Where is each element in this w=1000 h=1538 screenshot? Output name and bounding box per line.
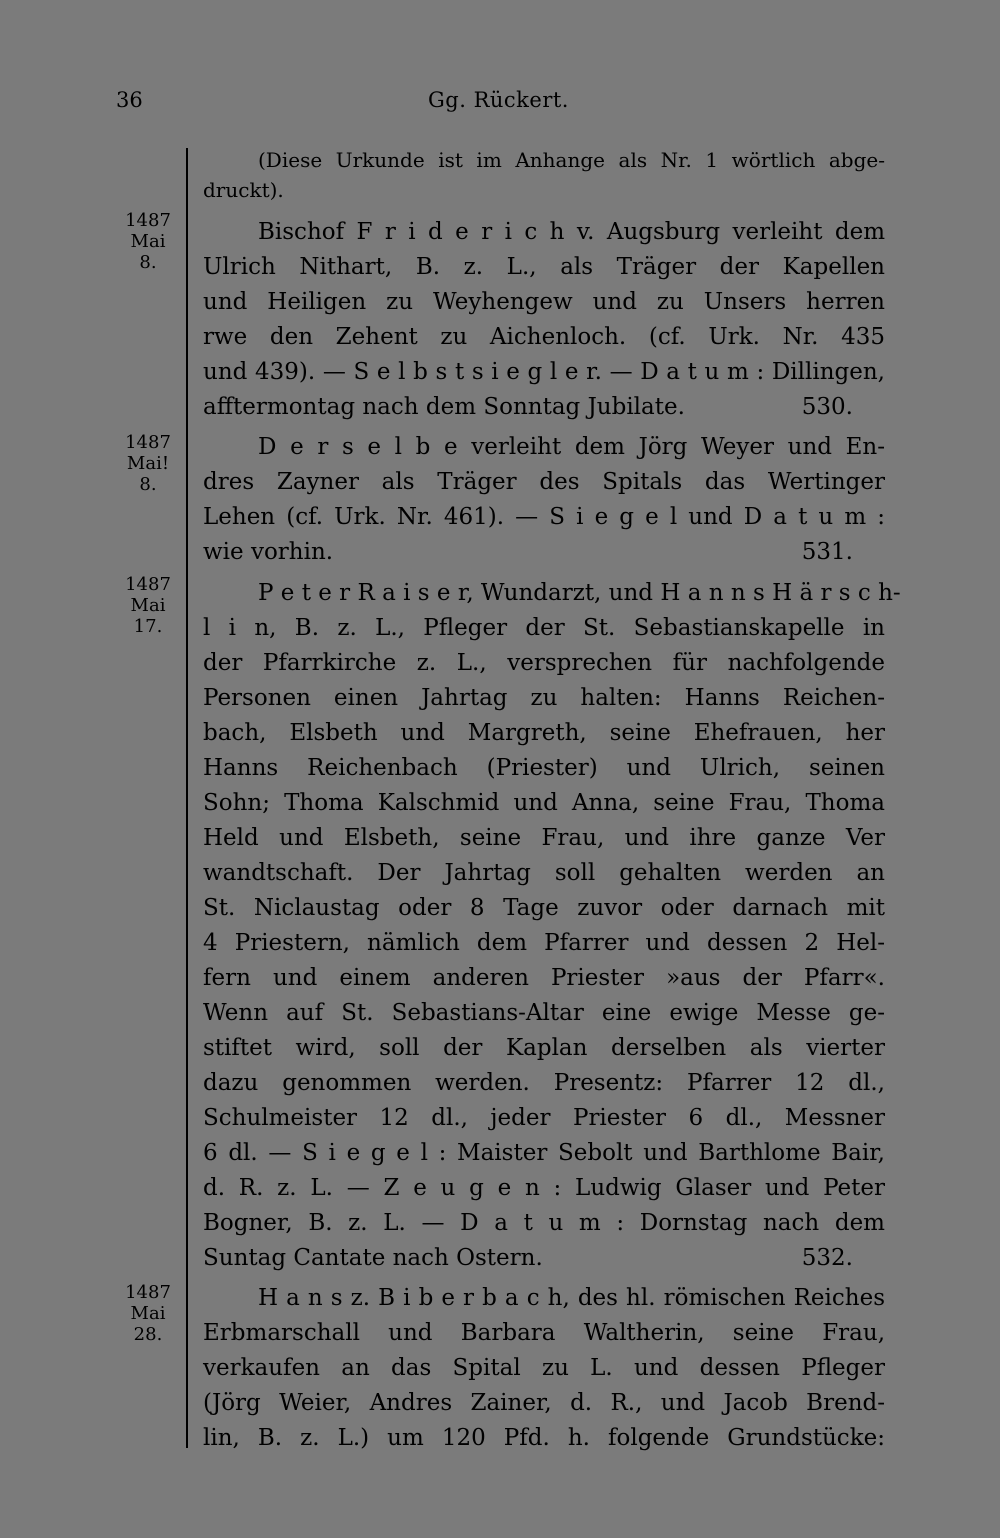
text-line: Held und Elsbeth, seine Frau, und ihre ganze Ver [203,825,885,851]
text-line: und Heiligen zu Weyhengew und zu Unsers herren [203,289,885,315]
text-line-body: Suntag Cantate nach Ostern. [203,1245,543,1271]
text-line: und 439). — S e l b s t s i e g l e r. — D a t u m : Dillingen, [203,359,885,385]
text-line [203,1241,885,1275]
text-line [203,535,885,569]
text-line: P e t e r R a i s e r, Wundarzt, und H a n n s H ä r s c h- [258,580,901,606]
text-line: Bischof F r i d e r i c h v. Augsburg verleiht dem [258,219,885,245]
margin-date-533: 1487 Mai 28. [125,1282,171,1345]
text-line: stiftet wird, soll der Kaplan derselben als vierter [203,1035,885,1061]
page-number: 36 [116,88,143,112]
text-line: Erbmarschall und Barbara Waltherin, seine Frau, [203,1320,885,1346]
text-line: d. R. z. L. — Z e u g e n : Ludwig Glaser und Peter [203,1175,885,1201]
entry-number: 531. [801,539,853,565]
text-line: Personen einen Jahrtag zu halten: Hanns Reichen- [203,685,885,711]
text-line: (Diese Urkunde ist im Anhange als Nr. 1 wörtlich abge- [258,148,885,172]
text-line: bach, Elsbeth und Margreth, seine Ehefrauen, her [203,720,885,746]
text-line-body: afftermontag nach dem Sonntag Jubilate. [203,394,685,420]
text-line: Hanns Reichenbach (Priester) und Ulrich, seinen [203,755,885,781]
text-line: lin, B. z. L.) um 120 Pfd. h. folgende Grundstücke: [203,1425,885,1451]
text-line: Wenn auf St. Sebastians-Altar eine ewige Messe ge- [203,1000,885,1026]
text-line: wandtschaft. Der Jahrtag soll gehalten werden an [203,860,885,886]
text-line: rwe den Zehent zu Aichenloch. (cf. Urk. Nr. 435 [203,324,885,350]
text-line: verkaufen an das Spital zu L. und dessen Pfleger [203,1355,885,1381]
text-line: H a n s z. B i b e r b a c h, des hl. römischen Reiches [258,1285,885,1311]
text-line: 4 Priestern, nämlich dem Pfarrer und dessen 2 Hel- [203,930,885,956]
margin-rule [186,148,188,1448]
running-head: Gg. Rückert. [428,88,569,112]
text-line: l i n, B. z. L., Pfleger der St. Sebastianskapelle in [203,615,885,641]
text-line: Lehen (cf. Urk. Nr. 461). — S i e g e l und D a t u m : [203,504,885,530]
text-line: (Jörg Weier, Andres Zainer, d. R., und Jacob Brend- [203,1390,885,1416]
text-line: fern und einem anderen Priester »aus der Pfarr«. [203,965,885,991]
text-line-body: wie vorhin. [203,539,334,565]
text-line: dres Zayner als Träger des Spitals das Wertinger [203,469,885,495]
entry-number: 530. [801,394,853,420]
text-line: St. Niclaustag oder 8 Tage zuvor oder darnach mit [203,895,885,921]
text-line [203,390,885,424]
margin-date-530: 1487 Mai 8. [125,210,171,273]
margin-date-532: 1487 Mai 17. [125,574,171,637]
text-line: 6 dl. — S i e g e l : Maister Sebolt und Barthlome Bair, [203,1140,885,1166]
entry-number: 532. [801,1245,853,1271]
margin-date-531: 1487 Mai! 8. [125,432,171,495]
text-line: Bogner, B. z. L. — D a t u m : Dornstag nach dem [203,1210,885,1236]
text-line: Ulrich Nithart, B. z. L., als Träger der Kapellen [203,254,885,280]
text-line: D e r s e l b e verleiht dem Jörg Weyer und En- [258,434,885,460]
text-line: Sohn; Thoma Kalschmid und Anna, seine Frau, Thoma [203,790,885,816]
text-line: dazu genommen werden. Presentz: Pfarrer 12 dl., [203,1070,885,1096]
text-line: Schulmeister 12 dl., jeder Priester 6 dl., Messner [203,1105,885,1131]
text-line: der Pfarrkirche z. L., versprechen für nachfolgende [203,650,885,676]
text-line: druckt). [203,178,284,202]
